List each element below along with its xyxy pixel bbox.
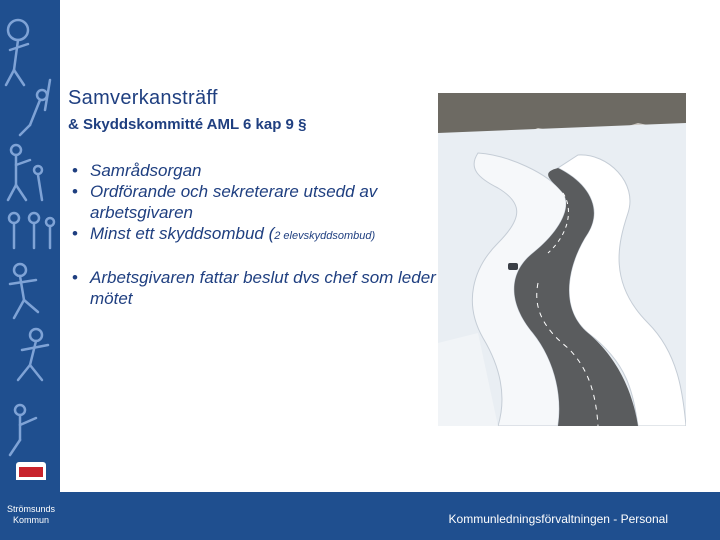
snow-road-photo	[438, 93, 686, 426]
bullet-text: Minst ett skyddsombud (	[90, 224, 275, 243]
bullet-text: Ordförande och sekreterare utsedd av arbetsgivaren	[90, 182, 378, 222]
footer-text: Kommunledningsförvaltningen - Personal	[448, 512, 668, 526]
municipality-crest-icon	[16, 462, 46, 480]
bullet-symbol: •	[72, 182, 78, 201]
logo-name-line2: Kommun	[12, 515, 49, 525]
bullet-small-text: 2 elevskyddsombud)	[274, 230, 376, 242]
bullet-list	[68, 160, 448, 309]
bullet-item	[68, 223, 448, 247]
slide-subtitle: & Skyddskommitté AML 6 kap 9 §	[68, 116, 307, 133]
bullet-symbol: •	[72, 161, 78, 180]
bullet-item	[68, 267, 448, 309]
bullet-item	[68, 160, 448, 181]
bullet-symbol: •	[72, 224, 78, 243]
logo-name-line1: Strömsunds	[6, 504, 56, 514]
person-figures-icon	[0, 0, 60, 480]
bullet-item	[68, 181, 448, 223]
bullet-text: Samrådsorgan	[90, 161, 202, 180]
bullet-symbol: •	[72, 268, 78, 287]
sidebar	[0, 0, 60, 540]
slide-title: Samverkansträff	[68, 87, 218, 109]
bullet-text: Arbetsgivaren fattar beslut dvs chef som leder mötet	[90, 268, 436, 308]
footer-bar	[60, 492, 720, 540]
